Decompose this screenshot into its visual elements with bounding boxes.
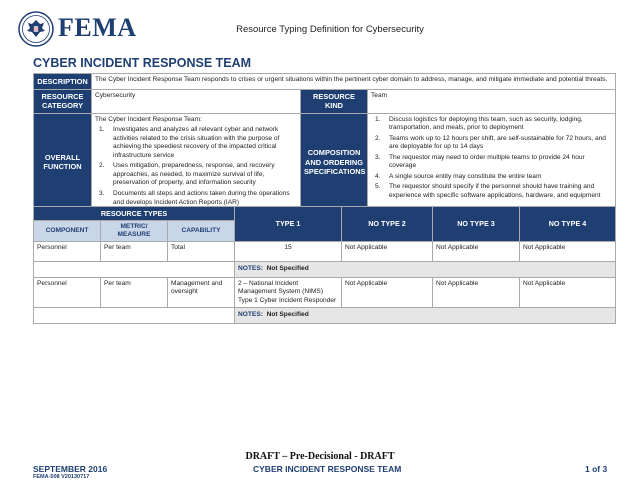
list-item: 1. Investigates and analyzes all relevant cyber and network activities related to the crisis situation with the purpose of achieving the speediest recovery of the impacted critical infrastructure service (99, 126, 280, 159)
type-4-header: NO TYPE 4 (520, 207, 616, 242)
capability-header: CAPABILITY (168, 221, 235, 242)
notes-cell: NOTES: Not Specified (235, 308, 616, 324)
document-title: Resource Typing Definition for Cybersecurity (236, 24, 424, 35)
list-item: 5. The requestor should specify if the personnel should have training and experience with specific software applications, hardware, and equipment (375, 183, 601, 199)
table-row (34, 242, 616, 262)
metric-cell: Per team (101, 242, 168, 262)
footer-title: CYBER INCIDENT RESPONSE TEAM (253, 464, 402, 474)
page-title: CYBER INCIDENT RESPONSE TEAM (33, 56, 252, 70)
list-item: 3. The requestor may need to order multiple teams to provide 24 hour coverage (375, 153, 585, 170)
type-3-value: Not Applicable (433, 277, 520, 308)
component-header: COMPONENT (34, 221, 101, 242)
type-4-value: Not Applicable (520, 242, 616, 262)
type-1-value: 2 – National Incident Management System (NIMS) Type 1 Cyber Incident Responder (235, 277, 342, 308)
type-2-value: Not Applicable (342, 242, 433, 262)
footer-date: SEPTEMBER 2016 (33, 464, 108, 474)
capability-cell: Management and oversight (168, 277, 235, 308)
notes-row (34, 262, 616, 278)
metric-header: METRIC/ MEASURE (101, 221, 168, 242)
overall-function-list (95, 126, 297, 207)
component-cell: Personnel (34, 277, 101, 308)
composition-specifications-content (368, 113, 616, 212)
overall-function-intro: The Cyber Incident Response Team: (95, 115, 202, 123)
list-item: 2. Uses mitigation, preparedness, response, and recovery approaches, as needed, to maximize survival of life, preservation of property, and information security (99, 162, 275, 187)
fema-wordmark: FEMA (58, 13, 137, 42)
list-item: 2. Teams work up to 12 hours per shift, are self-sustainable for 72 hours, and are deployable for up to 14 days (375, 134, 606, 151)
list-item: 3. Documents all steps and actions taken during the operations and develops Incident Action Reports (IAR) (99, 190, 290, 206)
notes-cell: NOTES: Not Specified (235, 262, 616, 278)
type-4-value: Not Applicable (520, 277, 616, 308)
type-1-header: TYPE 1 (235, 207, 342, 242)
description-label: DESCRIPTION (34, 74, 92, 90)
specifications-list (371, 116, 612, 201)
form-number: FEMA-508 V20130717 (33, 474, 90, 480)
capability-cell: Total (168, 242, 235, 262)
overall-function-label: OVERALL FUNCTION (34, 113, 92, 212)
resource-kind-value: Team (368, 90, 616, 114)
composition-specifications-label: COMPOSITION AND ORDERING SPECIFICATIONS (301, 113, 368, 212)
resource-kind-label: RESOURCE KIND (301, 90, 368, 114)
draft-banner: DRAFT – Pre-Decisional - DRAFT (245, 451, 395, 462)
description-text: The Cyber Incident Response Team responds to crises or urgent situations within the pertinent cyber domain to address, manage, and mitigate immediate and potential threats. (92, 74, 616, 90)
resource-types-header: RESOURCE TYPES (34, 207, 235, 221)
description-table (33, 73, 616, 212)
type-1-value: 15 (235, 242, 342, 262)
component-cell: Personnel (34, 242, 101, 262)
resource-types-table (33, 206, 616, 324)
list-item: 1. Discuss logistics for deploying this team, such as security, lodging, transportation, and meals, prior to deployment (375, 115, 583, 132)
resource-category-label: RESOURCE CATEGORY (34, 90, 92, 114)
list-item: 4. A single source entity may constitute the entire team (375, 172, 542, 180)
type-2-value: Not Applicable (342, 277, 433, 308)
type-2-header: NO TYPE 2 (342, 207, 433, 242)
page-number: 1 of 3 (585, 464, 608, 474)
notes-row (34, 308, 616, 324)
type-3-value: Not Applicable (433, 242, 520, 262)
resource-category-value: Cybersecurity (92, 90, 301, 114)
metric-cell: Per team (101, 277, 168, 308)
table-row (34, 277, 616, 308)
overall-function-content (92, 113, 301, 212)
type-3-header: NO TYPE 3 (433, 207, 520, 242)
